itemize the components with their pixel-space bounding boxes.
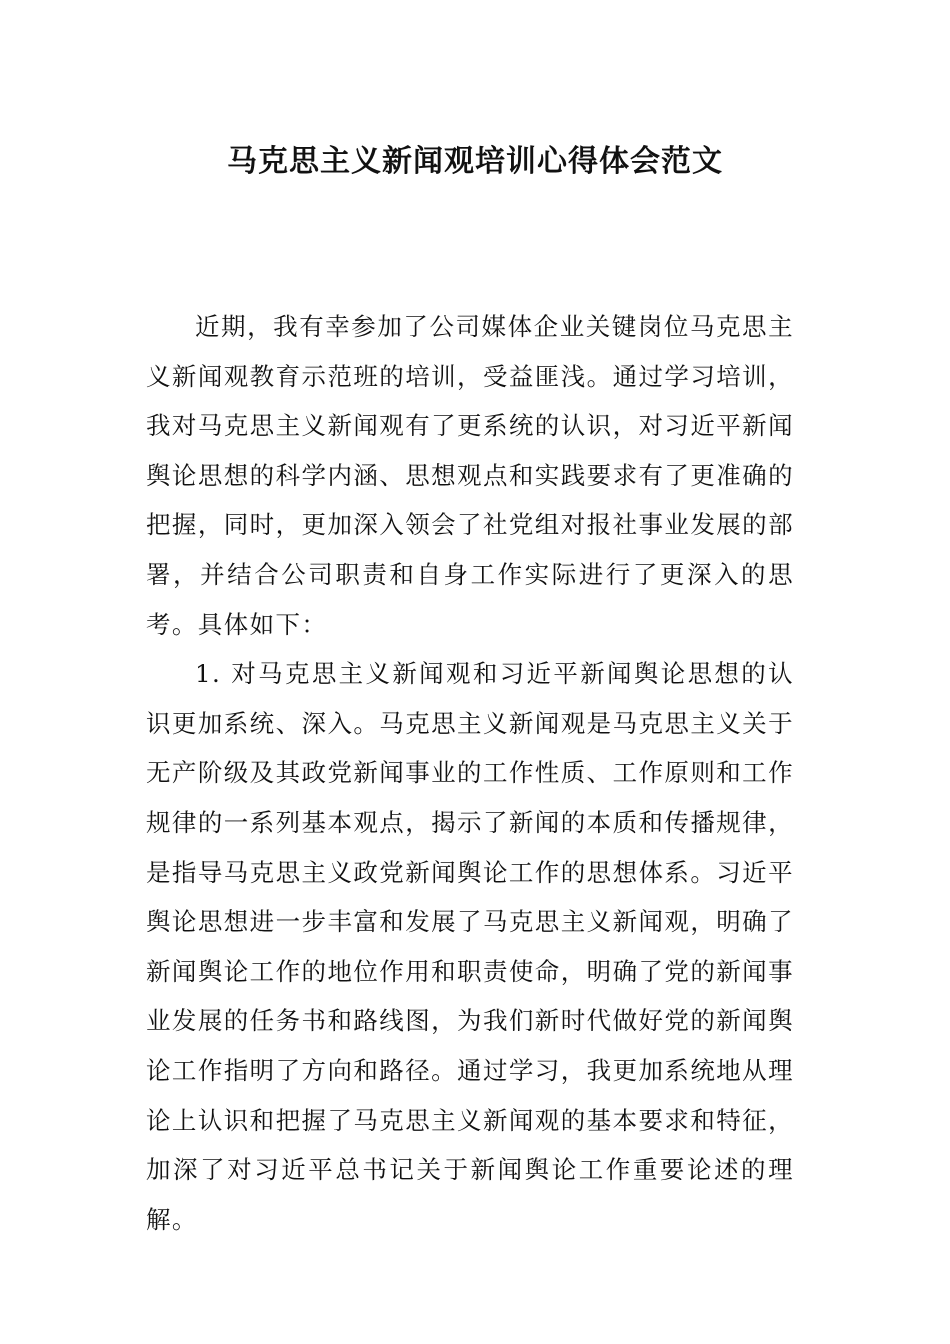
document-title: 马克思主义新闻观培训心得体会范文: [227, 144, 723, 179]
intro-paragraph: 近期，我有幸参加了公司媒体企业关键岗位马克思主义新闻观教育示范班的培训，受益匪浅。通过学习培训，我对马克思主义新闻观有了更系统的认识，对习近平新闻舆论思想的科学内涵、思想观点和实践要求有了更准确的把握，同时，更加深入领会了社党组对报社事业发展的部署，并结合公司职责和自身工作实际进行了更深入的思考。具体如下：: [146, 312, 794, 639]
point-1-paragraph: 1. 对马克思主义新闻观和习近平新闻舆论思想的认识更加系统、深入。马克思主义新闻观是马克思主义关于无产阶级及其政党新闻事业的工作性质、工作原则和工作规律的一系列基本观点，揭示了新闻的本质和传播规律，是指导马克思主义政党新闻舆论工作的思想体系。习近平舆论思想进一步丰富和发展了马克思主义新闻观，明确了新闻舆论工作的地位作用和职责使命，明确了党的新闻事业发展的任务书和路线图，为我们新时代做好党的新闻舆论工作指明了方向和路径。通过学习，我更加系统地从理论上认识和把握了马克思主义新闻观的基本要求和特征，加深了对习近平总书记关于新闻舆论工作重要论述的理解。: [146, 659, 794, 1234]
document-body: [146, 302, 794, 1244]
